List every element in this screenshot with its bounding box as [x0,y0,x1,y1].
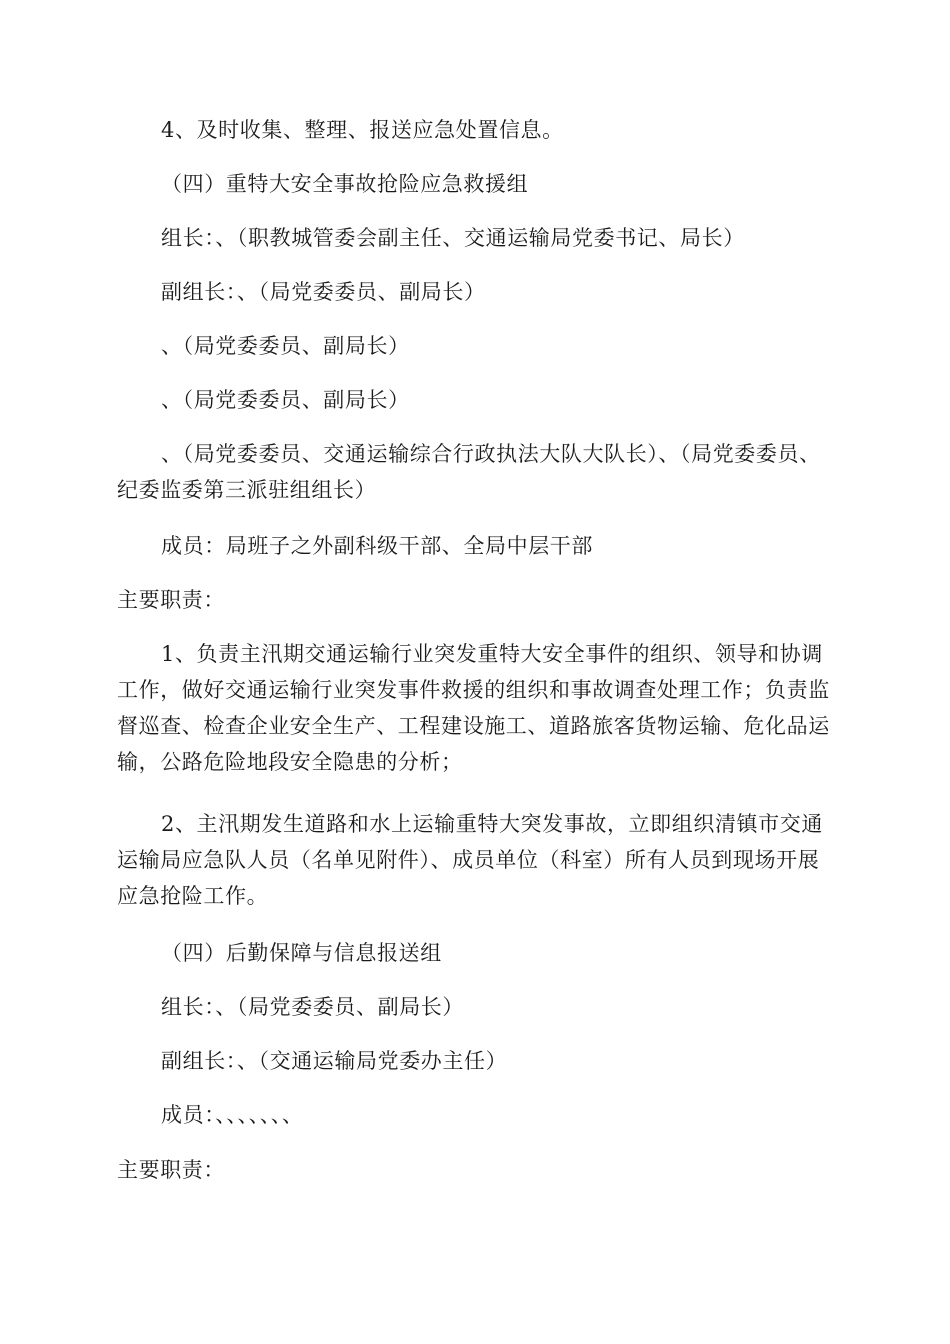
section-heading-rescue-group: （四）重特大安全事故抢险应急救援组 [161,172,529,196]
paragraph-deputy-leader-3: 、（局党委委员、副局长） [161,388,410,412]
paragraph-deputy-leader-4: 、（局党委委员、交通运输综合行政执法大队大队长）、（局党委委员、纪委监委第三派驻组组长） [117,442,821,502]
paragraph-logistics-deputy: 副组长：、（交通运输局党委办主任） [161,1049,508,1073]
paragraph-group-leader: 组长：、（职教城管委会副主任、交通运输局党委书记、局长） [161,226,745,250]
paragraph-logistics-leader: 组长：、（局党委委员、副局长） [161,995,464,1019]
paragraph-logistics-members: 成员：、、、、、、、 [161,1103,304,1127]
paragraph-deputy-leader: 副组长：、（局党委委员、副局长） [161,280,486,304]
paragraph-deputy-leader-2: 、（局党委委员、副局长） [161,334,410,358]
paragraph-main-duties-heading-2: 主要职责： [117,1158,225,1182]
paragraph-duty-2: 2、主汛期发生道路和水上运输重特大突发事故，立即组织清镇市交通运输局应急队人员（名单见附件）、成员单位（科室）所有人员到现场开展应急抢险工作。 [117,812,823,908]
paragraph-duty-1: 1、负责主汛期交通运输行业突发重特大安全事件的组织、领导和协调工作，做好交通运输行业突发事件救援的组织和事故调查处理工作；负责监督巡查、检查企业安全生产、工程建设施工、道路旅客货物运输、危化品运输，公路危险地段安全隐患的分析； [117,642,830,774]
paragraph-main-duties-heading: 主要职责： [117,588,225,612]
section-heading-logistics-group: （四）后勤保障与信息报送组 [161,941,442,965]
paragraph-members: 成员：局班子之外副科级干部、全局中层干部 [161,534,593,558]
paragraph-item-4-info: 4、及时收集、整理、报送应急处置信息。 [161,118,564,142]
